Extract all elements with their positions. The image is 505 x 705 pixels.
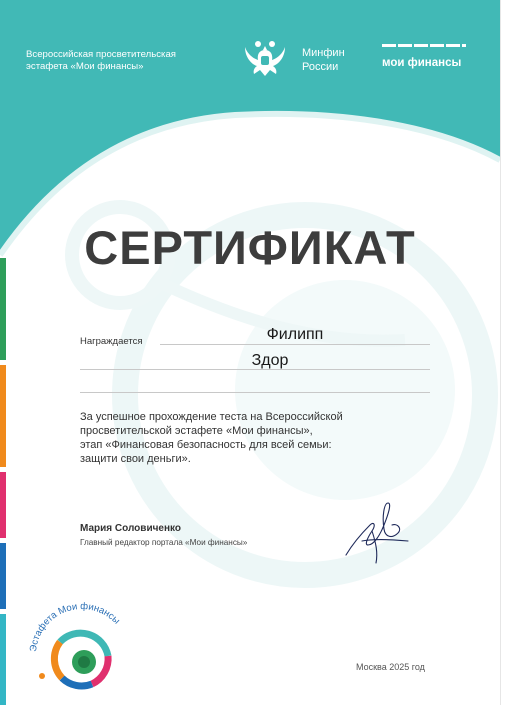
relay-logo <box>22 594 140 702</box>
body-line2: просветительской эстафете «Мои финансы», <box>80 425 313 437</box>
body-line4: защити свои деньги». <box>80 453 191 465</box>
signature-icon <box>342 495 412 567</box>
ministry-text <box>302 46 345 74</box>
moi-finansy-logo <box>382 44 470 72</box>
relay-header-line1: Всероссийская просветительская <box>26 49 176 60</box>
color-strip-blue <box>0 543 6 609</box>
name-underline-1 <box>160 344 430 345</box>
recipient-last-name: Здор <box>251 352 289 369</box>
name-underline-2 <box>80 369 430 370</box>
certificate-body <box>80 410 400 466</box>
body-line3: этап «Финансовая безопасность для всей семьи: <box>80 439 332 451</box>
brand-name: мои финансы <box>382 57 462 69</box>
coat-of-arms-icon <box>243 38 287 80</box>
awarded-label: Награждается <box>80 336 143 347</box>
signer-name: Мария Соловиченко <box>80 523 181 534</box>
relay-ring-icon <box>39 633 108 686</box>
relay-logo-text: Эстафета Мои финансы <box>27 600 122 653</box>
color-strip-pink <box>0 472 6 538</box>
name-underline-3 <box>80 392 430 393</box>
certificate-title: СЕРТИФИКАТ <box>84 221 416 274</box>
signer-role: Главный редактор портала «Мои финансы» <box>80 538 248 547</box>
ministry-line2: России <box>302 61 339 73</box>
recipient-first-name: Филипп <box>266 326 324 343</box>
relay-header-text <box>26 49 226 73</box>
ministry-line1: Минфин <box>302 47 345 59</box>
color-strip-cyan <box>0 614 6 705</box>
body-line1: За успешное прохождение теста на Всероссийской <box>80 411 343 423</box>
relay-header-line2: эстафета «Мои финансы» <box>26 61 144 72</box>
brand-bar-icon <box>382 44 466 47</box>
color-strip-orange <box>0 365 6 467</box>
place-date: Москва 2025 год <box>356 662 425 672</box>
